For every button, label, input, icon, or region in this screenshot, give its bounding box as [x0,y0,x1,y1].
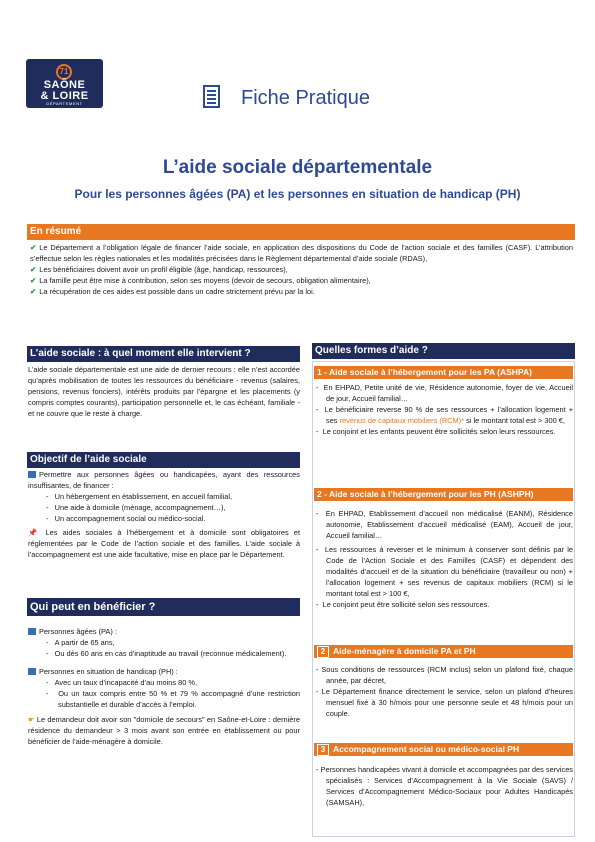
list-item: - Le bénéficiaire reverse 90 % de ses ressources + l’allocation logement + ses revenus de capitaux mobiliers (RCM)* si le montant total est > 300 €, [316,405,574,425]
logo-line3: DÉPARTEMENT [46,101,83,106]
logo-line1: SAÔNE [43,79,86,91]
square-bullet-icon [28,628,36,635]
list-item: - Le Département finance directement le service, selon un plafond d’heures mensuel fixé à 30 h/mois pour une personne seule et 48 h/mois pour un couple. [316,687,573,718]
qui-pa-label: Personnes âgées (PA) : [39,627,117,636]
quand-heading: L’aide sociale : à quel moment elle intervient ? [27,346,300,362]
list-item: - En EHPAD, Etablissement d’accueil non médicalisé (EANM), Résidence autonomie, Etablissement d’accueil médicalisé (EAM), Accueil de jour, Accueil familial… [316,509,573,540]
section-number: 3 [317,744,329,756]
formes-s1-list [316,382,573,437]
formes-s2-list [316,508,573,610]
hand-pointer-icon: ☛ [28,715,35,724]
objectif-block [28,469,300,560]
qui-block [28,626,300,747]
qui-heading: Qui peut en bénéficier ? [27,598,300,616]
department-logo [26,59,103,108]
objectif-heading: Objectif de l’aide sociale [27,452,300,468]
formes-s4-heading: 3 Accompagnement social ou médico-social PH [314,743,573,756]
list-item: - Personnes handicapées vivant à domicile et accompagnées par des services spécialisés : Services d’Accompagnement à la Vie Sociale (SAVS) / Services d’Accompagnement Médico-Sociaux pour Adultes Handicapés (SAMSAH), [316,765,574,807]
list-item: ✔ Les bénéficiaires doivent avoir un profil éligible (âge, handicap, ressources), [30,265,288,274]
formes-s3-list [316,664,573,719]
list-item: ✔ La famille peut être mise à contribution, selon ses moyens (devoir de secours, obligation alimentaire), [30,276,371,285]
square-bullet-icon [28,471,36,478]
logo-mark: 71 [56,64,72,80]
objectif-note: Les aides sociales à l’hébergement et à domicile sont obligatoires et réglementées par le Code de l’action sociale et des familles. L’aide sociale à l’accompagnement est une aide facultative, mise en place par le Département. [28,528,300,559]
list-item: - Ou dès 60 ans en cas d’inaptitude au travail (reconnue médicalement). [46,649,287,658]
list-item: ✔ La récupération de ces aides est possible dans un cadre strictement prévu par la loi. [30,287,315,296]
resume-heading: En résumé [27,224,575,240]
list-item: - Sous conditions de ressources (RCM inclus) selon un plafond fixé, chaque année, par décret, [316,665,573,685]
square-bullet-icon [28,668,36,675]
resume-list [30,242,573,297]
formes-s3-heading: 2 Aide-ménagère à domicile PA et PH [314,645,573,658]
qui-ph-label: Personnes en situation de handicap (PH) : [39,667,178,676]
list-item: - Avec un taux d’incapacité d’au moins 80 %, [46,678,198,687]
list-item: - En EHPAD, Petite unité de vie, Résidence autonomie, foyer de vie, Accueil de jour, Accueil familial… [316,383,573,403]
list-item: ✔ Le Département a l’obligation légale de financer l’aide sociale, en application des dispositions du Code de l’action sociale et des familles (CASF). L’attribution s’effectue selon les règles nationales et les modalités précisées dans le Règlement départemental d’aide sociale (RDAS), [30,243,573,263]
list-item: - Le conjoint peut être sollicité selon ses ressources. [316,600,490,609]
check-icon: ✔ [30,243,37,252]
list-item: - Le conjoint et les enfants peuvent être sollicités selon leurs ressources. [316,427,556,436]
objectif-intro: Permettre aux personnes âgées ou handicapées, ayant des ressources insuffisantes, de financer : [28,470,300,490]
list-item: - Un accompagnement social ou médico-social. [46,514,206,523]
qui-note: Le demandeur doit avoir son "domicile de secours" en Saône-et-Loire : dernière résidence du demandeur > 3 mois avant son entrée en établissement ou pour bénéficier de l’aide-ménagère à domicile. [28,715,300,746]
formes-heading: Quelles formes d’aide ? [312,343,575,359]
list-item: - Un hébergement en établissement, en accueil familial, [46,492,233,501]
page-subtitle: Pour les personnes âgées (PA) et les personnes en situation de handicap (PH) [74,187,521,201]
list-item: - A partir de 65 ans, [46,638,115,647]
check-icon: ✔ [30,276,37,285]
logo-line2: & LOIRE [40,90,89,102]
quand-text: L’aide sociale départementale est une aide de dernier recours : elle n’est accordée qu’après mobilisation de toutes les ressources du bénéficiaire - revenus (salaires, pensions, revenus fonciers), intérêts produits par l’épargne et les placements (y compris comptes courants), participation personnelle et, le cas échéant, familiale - et ne couvre que le reste à charge. [28,365,300,418]
fiche-title: Fiche Pratique [241,87,370,109]
page-title: L’aide sociale départementale [162,157,433,178]
formes-s2-heading: 2 - Aide sociale à l’hébergement pour les PH (ASHPH) [314,488,573,501]
section-number: 2 [317,646,329,658]
document-icon [203,85,220,108]
list-item: - Ou un taux compris entre 50 % et 79 % accompagné d’une restriction substantielle et durable d’accès à l’emploi. [46,689,301,709]
pin-icon: 📌 [28,528,41,537]
formes-s4-list [316,764,573,808]
check-icon: ✔ [30,265,37,274]
formes-s1-heading: 1 - Aide sociale à l’hébergement pour les PA (ASHPA) [314,366,573,379]
list-item: - Une aide à domicile (ménage, accompagnement…), [46,503,226,512]
list-item: - Les ressources à reverser et le minimum à conserver sont définis par le Code de l’Action Sociale et des Familles (CASF) et dépendent des modalités d’accueil et de la situation du bénéficiaire (travailleur ou non) + l’allocation logement + ses revenus de capitaux mobiliers (RCM) si le montant total est > 100 €, [316,545,573,598]
check-icon: ✔ [30,287,37,296]
